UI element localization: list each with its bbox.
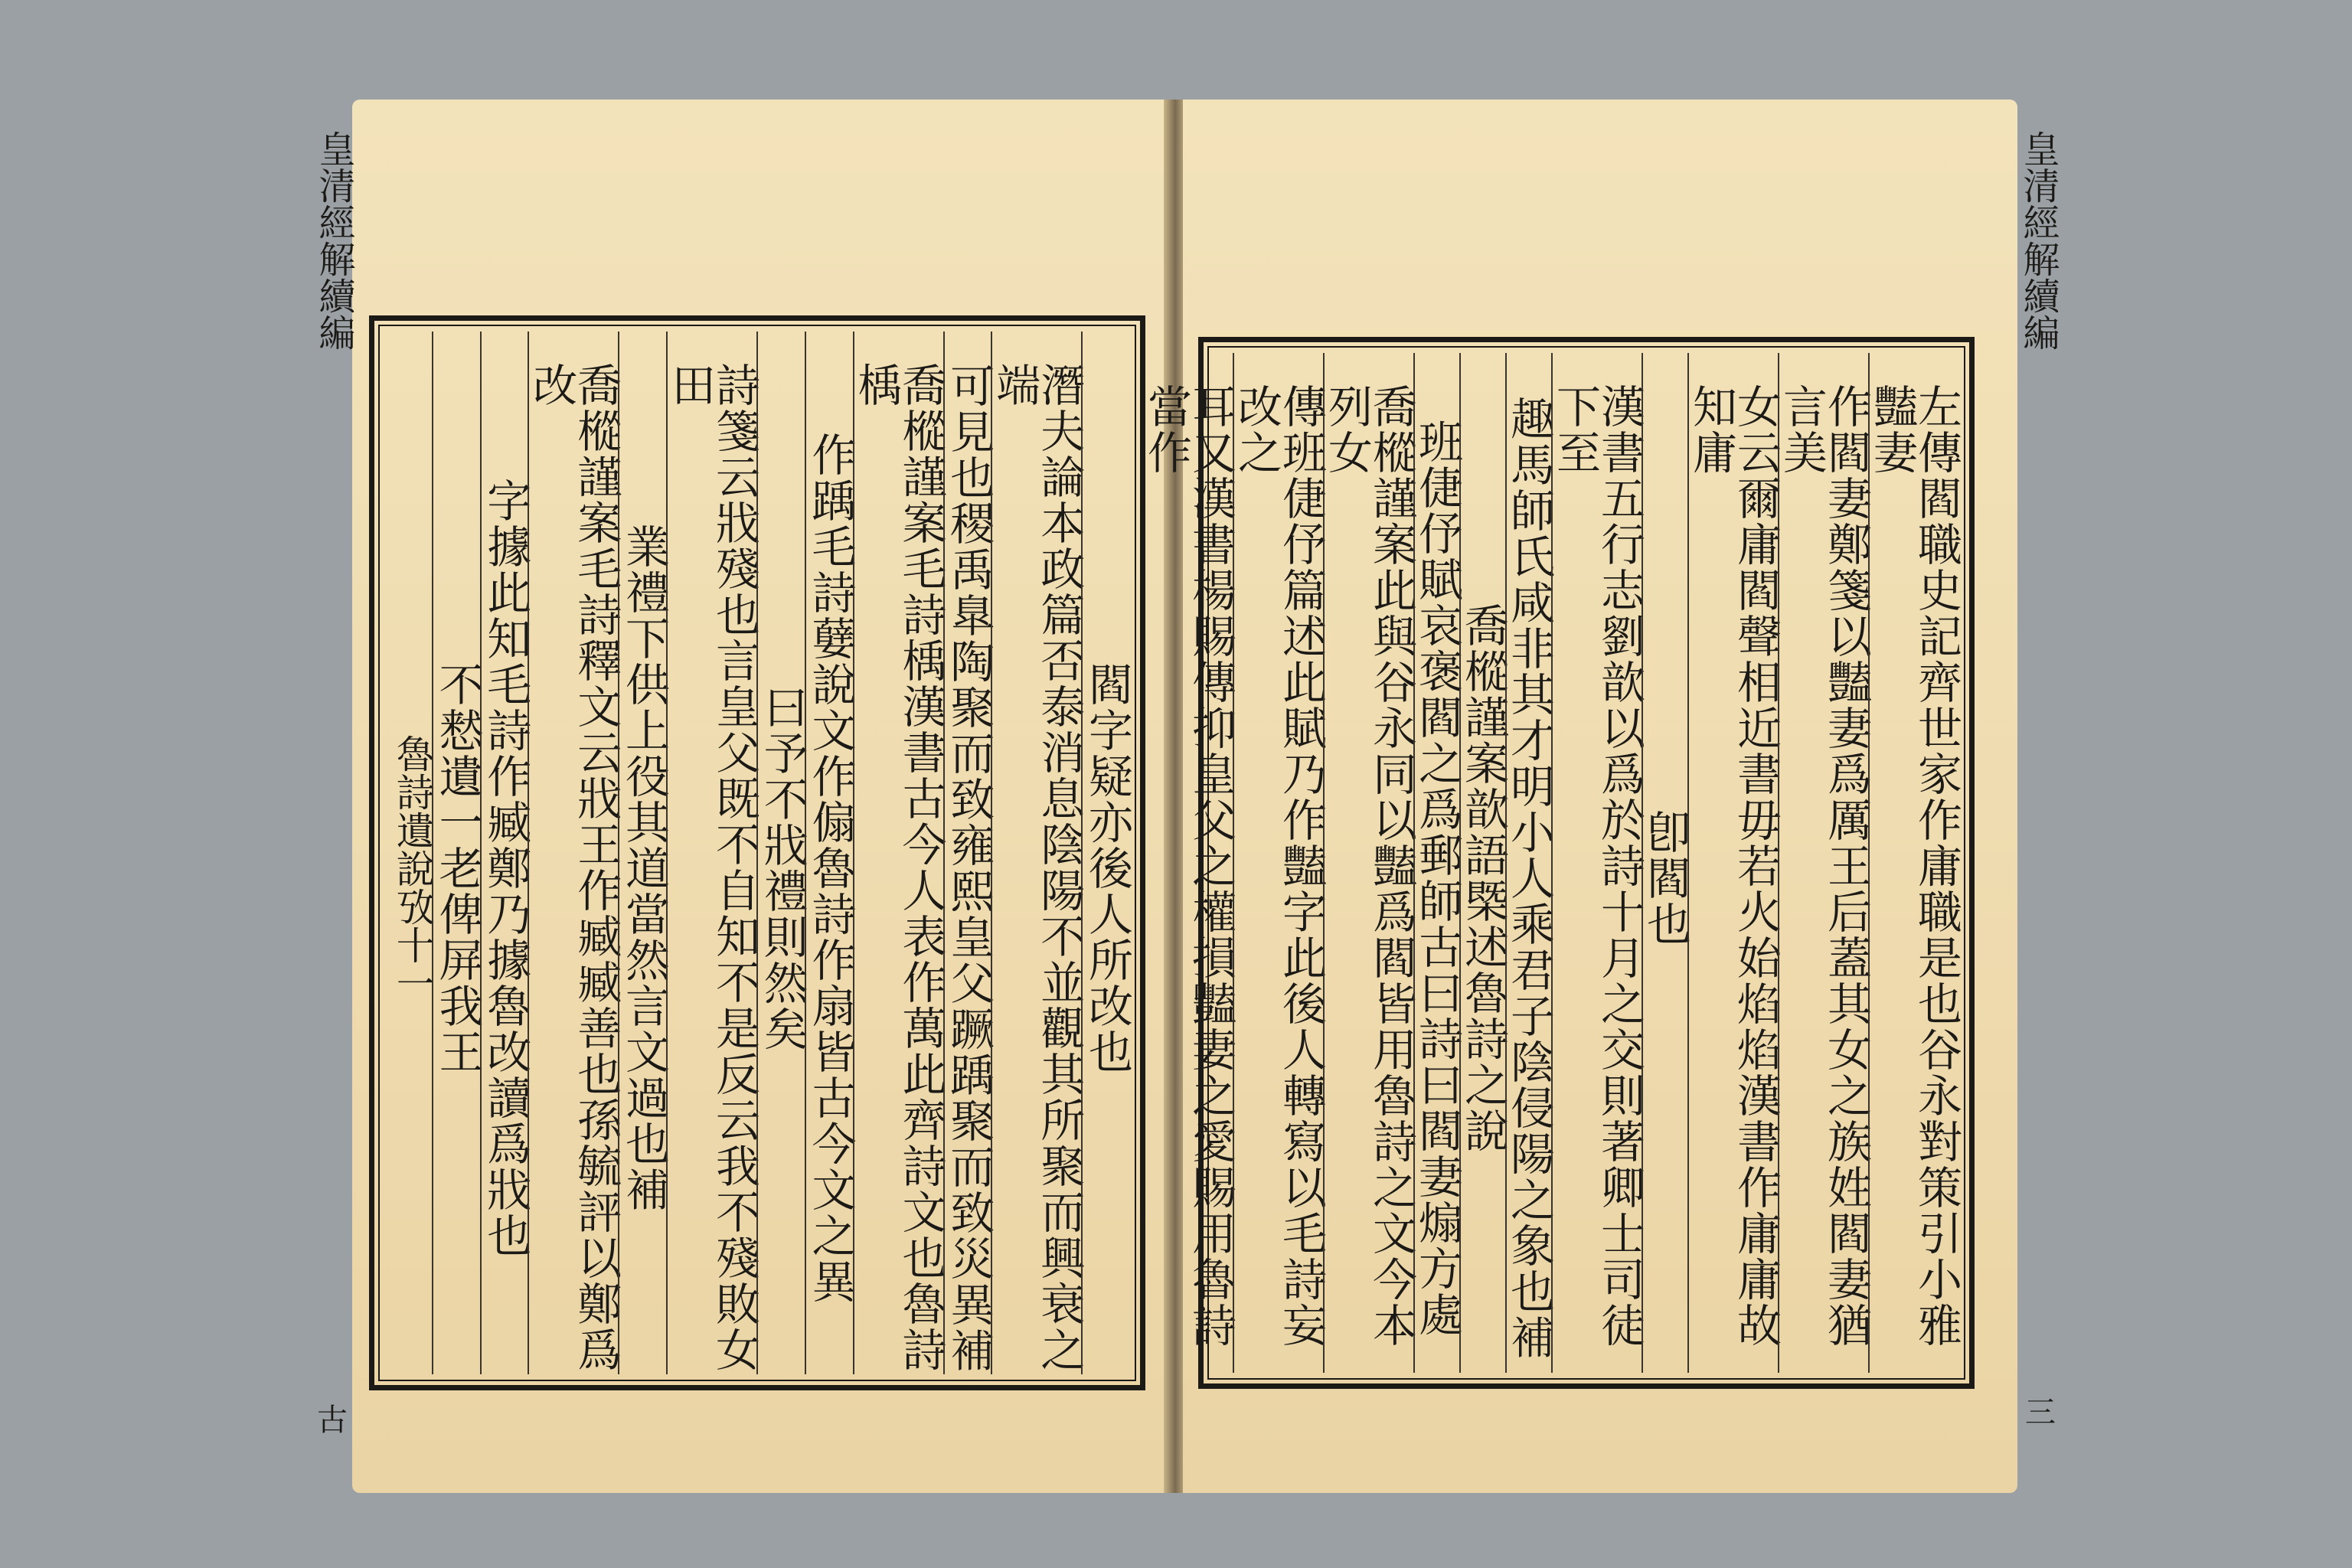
text-column: 業禮下供上役其道當然言文過也補 <box>618 332 666 1374</box>
text-column: 班倢伃賦哀褒閻之爲郵師古曰詩曰閻妻煽方處 <box>1413 353 1459 1373</box>
text-column: 喬樅謹案毛詩楀漢書古今人表作萬此齊詩文也魯詩楀 <box>853 332 943 1374</box>
text-column: 詩箋云戕殘也言皇父既不自知不是反云我不殘敗女田 <box>666 332 756 1374</box>
right-folio: 三 <box>2025 1395 2056 1430</box>
center-label: 魯詩遺說攷十一 <box>390 734 435 1002</box>
text-column: 左傳閻職史記齊世家作庸職是也谷永對策引小雅豔妻 <box>1868 353 1958 1373</box>
right-text-frame <box>1140 337 1975 1389</box>
text-column: 不慭遺一老俾屏我王 <box>432 332 480 1374</box>
text-column: 可見也稷禹臯陶聚而致雍熙皇父蹶踽聚而致災異補 <box>943 332 991 1374</box>
text-column: 女云爾庸閻聲相近書毋若火始焰焰漢書作庸庸故知庸 <box>1687 353 1778 1373</box>
right-margin-title: 皇清經解續編 <box>2017 130 2060 351</box>
left-columns <box>385 332 1133 1374</box>
text-column: 耳又漢書楊賜傳抑皇父之權損豔妻之愛賜用魯詩當作 <box>1140 384 1236 1348</box>
open-book <box>312 100 2060 1493</box>
left-margin-book-title: 皇清經解續編 <box>312 130 355 351</box>
left-page <box>312 100 1168 1493</box>
text-column: 字據此知毛詩作臧鄭乃據魯改讀爲戕也 <box>480 332 528 1374</box>
text-column: 作閻妻鄭箋以豔妻爲厲王后蓋其女之族姓閻妻猶言美 <box>1778 353 1868 1373</box>
left-text-frame <box>369 315 1145 1390</box>
right-columns <box>1140 353 1962 1373</box>
text-column: 喬樅謹案歆語㮣述魯詩之說 <box>1459 353 1505 1373</box>
text-column: 漢書五行志劉歆以爲於詩十月之交則著卿士司徒下至 <box>1551 353 1642 1373</box>
text-column: 作踽毛詩㜸說文作傓魯詩作扇皆古今文之異 <box>805 332 853 1374</box>
text-column: 喬樅謹案此與谷永同以豔爲閻皆用魯詩之文今本列女 <box>1323 353 1413 1373</box>
text-column: 卽閻也 <box>1642 353 1687 1373</box>
text-column: 閻字疑亦後人所改也 <box>1081 332 1129 1374</box>
left-folio: 古 <box>317 1403 348 1438</box>
text-column: 傳班倢伃篇述此賦乃作豔字此後人轉寫以毛詩妄改之 <box>1233 353 1323 1373</box>
right-page <box>1140 100 2060 1493</box>
text-column: 潛夫論本政篇否泰消息陰陽不並觀其所聚而興衰之端 <box>991 332 1081 1374</box>
text-column: 喬樅謹案毛詩釋文云戕王作臧臧善也孫毓評以鄭爲改 <box>528 332 618 1374</box>
text-column: 曰予不戕禮則然矣 <box>756 332 805 1374</box>
text-column: 趣馬師氏咸非其才明小人乘君子陰侵陽之象也補 <box>1505 353 1551 1373</box>
